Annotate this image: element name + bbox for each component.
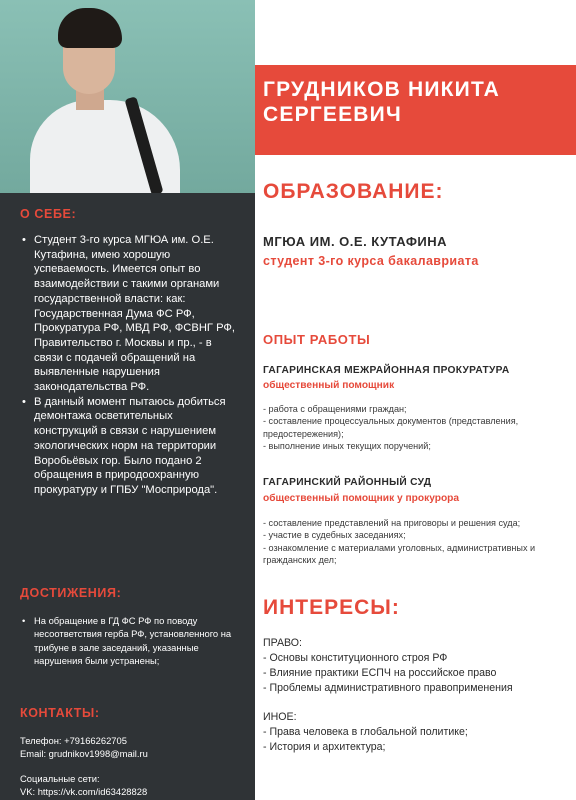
interests-other-label: ИНОЕ: — [263, 711, 297, 723]
name-line-2: СЕРГЕЕВИЧ — [263, 103, 402, 126]
profile-photo — [0, 0, 255, 193]
achievements-list — [0, 614, 255, 668]
job-2-duties — [263, 517, 563, 567]
duty-item: - составление процессуальных документов (представления, предостережения); — [263, 416, 519, 439]
duty-item: - выполнение иных текущих поручений; — [263, 441, 431, 452]
achievements-section — [0, 586, 255, 668]
full-name — [263, 77, 500, 127]
about-heading: О СЕБЕ: — [20, 207, 77, 221]
interests-law-label: ПРАВО: — [263, 637, 302, 649]
contacts-section — [0, 706, 255, 798]
phone-text: Телефон: +79166262705 — [20, 735, 127, 746]
duty-item: - ознакомление с материалами уголовных, административных и гражданских дел; — [263, 542, 536, 566]
job-1-org: ГАГАРИНСКАЯ МЕЖРАЙОННАЯ ПРОКУРАТУРА — [263, 365, 510, 376]
job-1-role: общественный помощник — [263, 380, 395, 391]
vk-link[interactable]: VK: https://vk.com/id63428828 — [20, 786, 148, 797]
job-1-duties — [263, 403, 563, 453]
duty-item: - участие в судебных заседаниях; — [263, 530, 406, 541]
interest-item: - Проблемы административного правоприменения — [263, 682, 513, 694]
name-line-1: ГРУДНИКОВ НИКИТА — [263, 78, 501, 101]
achievements-heading: ДОСТИЖЕНИЯ: — [20, 586, 122, 600]
about-list — [0, 233, 255, 498]
interest-item: - Права человека в глобальной политике; — [263, 726, 468, 738]
list-item: • Студент 3-го курса МГЮА им. О.Е. Кутафина, имею хорошую успеваемость. Имеется опыт во взаимодействии с такими органами государственной власти: как: Государственная Дума ФС РФ, Прокуратура РФ, МВД РФ, ФСВНГ РФ, Правительство г. Москвы и пр., - в связи с подачей обращений на выявленные нарушения законодательства РФ. — [34, 233, 237, 395]
interest-item: - Основы конституционного строя РФ — [263, 652, 448, 664]
education-heading: ОБРАЗОВАНИЕ: — [263, 180, 444, 203]
interests-heading: ИНТЕРЕСЫ: — [263, 596, 400, 619]
list-item: • На обращение в ГД ФС РФ по поводу несоответствия герба РФ, установленного на трибуне в зале заседаний, указанные нарушения были устранены; — [34, 614, 237, 668]
education-degree: студент 3-го курса бакалавриата — [263, 254, 479, 268]
job-2-role: общественный помощник у прокурора — [263, 493, 460, 504]
interest-item: - История и архитектура; — [263, 741, 386, 753]
duty-item: - работа с обращениями граждан; — [263, 404, 407, 414]
about-section — [0, 207, 255, 498]
work-heading: ОПЫТ РАБОТЫ — [263, 332, 371, 347]
list-item: • В данный момент пытаюсь добиться демонтажа осветительных конструкций в связи с нарушением экологических норм на территории Воробьёвых гор. Было подано 2 обращения в природоохранную прокуратуру и ГПБУ "Мосприрода". — [34, 395, 237, 498]
name-banner — [255, 65, 576, 155]
social-label: Социальные сети: — [20, 773, 100, 784]
contacts-heading: КОНТАКТЫ: — [20, 706, 100, 720]
email-text: Email: grudnikov1998@mail.ru — [20, 748, 148, 759]
interest-item: - Влияние практики ЕСПЧ на российское право — [263, 667, 497, 679]
education-institution: МГЮА ИМ. О.Е. КУТАФИНА — [263, 234, 448, 249]
job-2-org: ГАГАРИНСКИЙ РАЙОННЫЙ СУД — [263, 477, 432, 488]
duty-item: - составление представлений на приговоры и решения суда; — [263, 518, 521, 528]
